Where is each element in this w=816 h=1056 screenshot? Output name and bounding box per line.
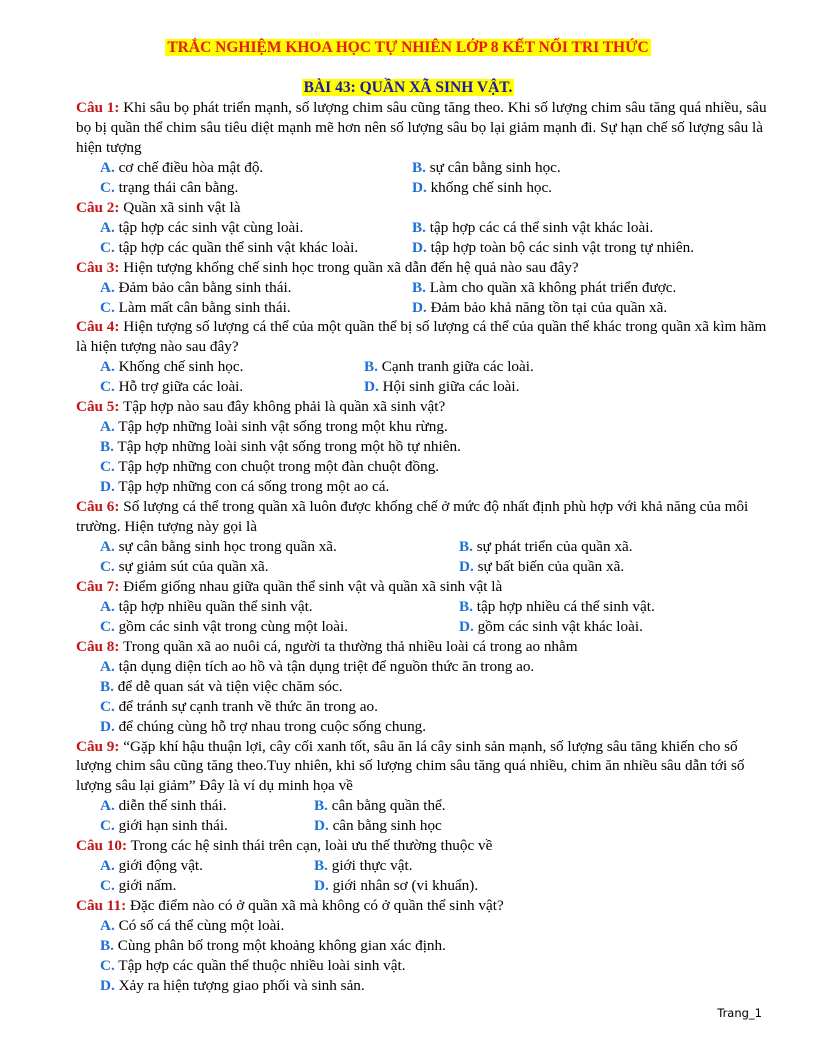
question-list	[76, 98, 776, 996]
question-stem	[76, 577, 776, 597]
question-label: Câu 6:	[76, 498, 120, 516]
answer-option	[100, 657, 534, 677]
option-text: Làm mất cân bằng sinh thái.	[114, 298, 291, 316]
option-text: tập hợp các cá thể sinh vật khác loài.	[425, 218, 654, 236]
option-letter: B.	[100, 438, 114, 456]
option-text: cơ chế điều hòa mật độ.	[114, 158, 264, 176]
option-text: để chúng cùng hỗ trợ nhau trong cuộc sống chung.	[114, 717, 427, 735]
option-letter: A.	[100, 917, 115, 935]
answer-option	[459, 537, 633, 557]
question-text: Hiện tượng khống chế sinh học trong quần xã dẫn đến hệ quả nào sau đây?	[119, 258, 579, 276]
question-block	[76, 397, 776, 497]
answer-option	[100, 537, 459, 557]
option-row	[100, 278, 776, 298]
question-block	[76, 637, 776, 737]
answer-options	[76, 417, 776, 497]
option-text: giới động vật.	[114, 857, 203, 875]
option-text: khống chế sinh học.	[426, 178, 553, 196]
answer-option	[100, 158, 412, 178]
option-letter: B.	[412, 158, 426, 176]
option-letter: A.	[100, 418, 115, 436]
answer-option	[412, 178, 552, 198]
option-row	[100, 876, 776, 896]
question-label: Câu 3:	[76, 258, 120, 276]
answer-option	[100, 477, 389, 497]
answer-option	[100, 377, 364, 397]
option-text: Đảm bảo khả năng tồn tại của quần xã.	[426, 298, 668, 316]
option-letter: B.	[314, 857, 328, 875]
question-block	[76, 98, 776, 198]
option-text: Tập hợp các quần thể thuộc nhiều loài sinh vật.	[114, 956, 406, 974]
answer-option	[459, 597, 655, 617]
answer-options	[76, 916, 776, 996]
option-text: tập hợp các quần thể sinh vật khác loài.	[114, 238, 359, 256]
option-letter: D.	[412, 178, 427, 196]
option-text: để tránh sự cạnh tranh về thức ăn trong ao.	[114, 697, 378, 715]
option-text: gồm các sinh vật khác loài.	[473, 617, 643, 635]
answer-option	[412, 238, 694, 258]
option-row	[100, 477, 776, 497]
answer-option	[314, 796, 446, 816]
option-text: giới hạn sinh thái.	[114, 817, 228, 835]
option-letter: D.	[314, 817, 329, 835]
option-row	[100, 617, 776, 637]
option-letter: C.	[100, 877, 115, 895]
option-letter: A.	[100, 358, 115, 376]
question-label: Câu 5:	[76, 398, 120, 416]
question-label: Câu 10:	[76, 837, 128, 855]
question-text: Trong quần xã ao nuôi cá, người ta thường thả nhiều loài cá trong ao nhằm	[119, 637, 578, 655]
option-row	[100, 657, 776, 677]
answer-option	[100, 357, 364, 377]
option-letter: C.	[100, 617, 115, 635]
option-row	[100, 158, 776, 178]
answer-option	[100, 417, 448, 437]
document-title	[0, 38, 816, 57]
option-text: tận dụng diện tích ao hồ và tận dụng triệt để nguồn thức ăn trong ao.	[114, 657, 535, 675]
option-letter: D.	[314, 877, 329, 895]
option-row	[100, 856, 776, 876]
answer-option	[100, 856, 314, 876]
answer-options	[76, 218, 776, 258]
option-letter: C.	[100, 238, 115, 256]
question-stem	[76, 836, 776, 856]
option-letter: C.	[100, 817, 115, 835]
option-text: Tập hợp những con cá sống trong một ao cá.	[114, 478, 390, 496]
answer-options	[76, 278, 776, 318]
option-letter: B.	[364, 358, 378, 376]
option-letter: B.	[100, 677, 114, 695]
answer-options	[76, 856, 776, 896]
option-letter: C.	[100, 178, 115, 196]
answer-option	[100, 976, 365, 996]
option-row	[100, 697, 776, 717]
option-text: Có số cá thể cùng một loài.	[114, 917, 285, 935]
answer-option	[100, 278, 412, 298]
option-letter: A.	[100, 797, 115, 815]
lesson-title-text: BÀI 43: QUẦN XÃ SINH VẬT.	[303, 79, 513, 96]
question-text: Quần xã sinh vật là	[119, 198, 241, 216]
answer-options	[76, 158, 776, 198]
lesson-title	[0, 78, 816, 97]
option-row	[100, 437, 776, 457]
answer-option	[412, 298, 667, 318]
option-letter: B.	[412, 278, 426, 296]
question-block	[76, 497, 776, 577]
option-row	[100, 717, 776, 737]
question-label: Câu 7:	[76, 577, 120, 595]
answer-option	[100, 717, 426, 737]
answer-option	[364, 357, 534, 377]
option-text: tập hợp các sinh vật cùng loài.	[114, 218, 304, 236]
option-text: Khống chế sinh học.	[114, 358, 244, 376]
option-letter: A.	[100, 597, 115, 615]
option-letter: D.	[412, 238, 427, 256]
option-row	[100, 537, 776, 557]
option-row	[100, 597, 776, 617]
option-letter: C.	[100, 298, 115, 316]
option-text: giới nhân sơ (vi khuẩn).	[328, 877, 479, 895]
answer-option	[459, 617, 643, 637]
option-text: sự cân bằng sinh học.	[425, 158, 561, 176]
option-row	[100, 557, 776, 577]
option-text: tập hợp toàn bộ các sinh vật trong tự nhiên.	[426, 238, 694, 256]
answer-option	[100, 597, 459, 617]
question-label: Câu 2:	[76, 198, 120, 216]
option-letter: B.	[459, 537, 473, 555]
question-stem	[76, 896, 776, 916]
answer-option	[100, 178, 412, 198]
question-stem	[76, 258, 776, 278]
page-number: Trang_1	[717, 1006, 762, 1020]
option-row	[100, 417, 776, 437]
answer-option	[412, 218, 653, 238]
question-stem	[76, 198, 776, 218]
question-stem	[76, 637, 776, 657]
option-text: Cạnh tranh giữa các loài.	[377, 358, 534, 376]
option-text: để dễ quan sát và tiện việc chăm sóc.	[113, 677, 343, 695]
option-letter: A.	[100, 657, 115, 675]
question-text: “Gặp khí hậu thuận lợi, cây cối xanh tốt, sâu ăn lá cây sinh sản mạnh, số lượng sâu tăng khiến cho số lượng chim sâu cũng tăng theo.Tuy nhiên, khi số lượng chim sâu tăng quá nhiều, chim ăn nhiều sâu dẫn tới số lượng sâu lại giảm” Đây là ví dụ minh họa về	[76, 737, 745, 795]
option-row	[100, 298, 776, 318]
answer-option	[100, 238, 412, 258]
question-text: Số lượng cá thể trong quần xã luôn được khống chế ở mức độ nhất định phù hợp với khả năng của môi trường. Hiện tượng này gọi là	[76, 498, 749, 536]
answer-option	[100, 437, 461, 457]
answer-option	[314, 856, 413, 876]
option-row	[100, 816, 776, 836]
answer-option	[314, 876, 478, 896]
answer-option	[100, 796, 314, 816]
option-row	[100, 956, 776, 976]
option-letter: C.	[100, 557, 115, 575]
option-letter: A.	[100, 218, 115, 236]
option-text: Hội sinh giữa các loài.	[378, 378, 520, 396]
option-row	[100, 796, 776, 816]
option-letter: C.	[100, 458, 115, 476]
option-letter: B.	[412, 218, 426, 236]
option-letter: A.	[100, 537, 115, 555]
question-stem	[76, 737, 776, 797]
answer-options	[76, 796, 776, 836]
option-text: Đảm bảo cân bằng sinh thái.	[114, 278, 292, 296]
answer-option	[364, 377, 519, 397]
question-label: Câu 9:	[76, 737, 120, 755]
question-block	[76, 896, 776, 996]
option-text: trạng thái cân bằng.	[114, 178, 239, 196]
document-title-text: TRẮC NGHIỆM KHOA HỌC TỰ NHIÊN LỚP 8 KẾT NỐI TRI THỨC	[167, 39, 649, 56]
option-text: Cùng phân bố trong một khoảng không gian xác định.	[113, 937, 446, 955]
option-letter: A.	[100, 857, 115, 875]
option-letter: C.	[100, 956, 115, 974]
option-row	[100, 976, 776, 996]
answer-options	[76, 357, 776, 397]
answer-option	[459, 557, 624, 577]
question-block	[76, 258, 776, 318]
question-text: Hiện tượng số lượng cá thể của một quần thể bị số lượng cá thể của quần thể khác trong quần xã kìm hãm là hiện tượng nào sau đây?	[76, 318, 767, 356]
option-row	[100, 457, 776, 477]
option-letter: C.	[100, 697, 115, 715]
option-text: giới thực vật.	[327, 857, 413, 875]
option-text: cân bằng sinh học	[328, 817, 442, 835]
answer-option	[100, 298, 412, 318]
question-stem	[76, 497, 776, 537]
answer-option	[100, 876, 314, 896]
answer-option	[314, 816, 442, 836]
option-letter: C.	[100, 378, 115, 396]
option-letter: B.	[314, 797, 328, 815]
option-letter: B.	[459, 597, 473, 615]
question-text: Khi sâu bọ phát triển mạnh, số lượng chim sâu cũng tăng theo. Khi số lượng chim sâu tăng quá nhiều, sâu bọ bị quần thể chim sâu tiêu diệt mạnh mẽ hơn nên số lượng sâu bọ lại giảm mạnh đi. Sự hạn chế số lượng sâu là hiện tượng	[76, 99, 767, 156]
option-text: gồm các sinh vật trong cùng một loài.	[114, 617, 349, 635]
question-label: Câu 4:	[76, 318, 120, 336]
option-text: sự giảm sút của quần xã.	[114, 557, 269, 575]
option-text: Tập hợp những con chuột trong một đàn chuột đồng.	[114, 458, 440, 476]
option-text: Hỗ trợ giữa các loài.	[114, 378, 244, 396]
option-letter: B.	[100, 937, 114, 955]
option-letter: D.	[100, 478, 115, 496]
answer-option	[412, 278, 676, 298]
question-stem	[76, 98, 776, 158]
option-letter: D.	[459, 617, 474, 635]
question-block	[76, 836, 776, 896]
answer-option	[100, 617, 459, 637]
question-text: Trong các hệ sinh thái trên cạn, loài ưu thế thường thuộc về	[127, 837, 493, 855]
answer-option	[412, 158, 561, 178]
option-letter: A.	[100, 158, 115, 176]
question-block	[76, 198, 776, 258]
question-label: Câu 8:	[76, 637, 120, 655]
answer-option	[100, 956, 406, 976]
option-row	[100, 936, 776, 956]
answer-option	[100, 916, 284, 936]
option-letter: D.	[412, 298, 427, 316]
answer-option	[100, 677, 343, 697]
question-text: Điểm giống nhau giữa quần thể sinh vật và quần xã sinh vật là	[119, 577, 503, 595]
option-text: sự bất biến của quần xã.	[473, 557, 625, 575]
option-text: Xảy ra hiện tượng giao phối và sinh sản.	[114, 976, 365, 994]
question-label: Câu 1:	[76, 99, 120, 116]
question-text: Tập hợp nào sau đây không phải là quần xã sinh vật?	[119, 398, 446, 416]
answer-options	[76, 657, 776, 737]
answer-option	[100, 816, 314, 836]
option-text: Tập hợp những loài sinh vật sống trong một hồ tự nhiên.	[113, 438, 461, 456]
option-row	[100, 178, 776, 198]
answer-options	[76, 597, 776, 637]
question-block	[76, 317, 776, 397]
question-label: Câu 11:	[76, 897, 127, 915]
question-block	[76, 577, 776, 637]
option-letter: D.	[364, 378, 379, 396]
option-row	[100, 916, 776, 936]
option-text: Tập hợp những loài sinh vật sống trong một khu rừng.	[114, 418, 448, 436]
answer-option	[100, 218, 412, 238]
option-text: tập hợp nhiều quần thể sinh vật.	[114, 597, 313, 615]
option-text: tập hợp nhiều cá thể sinh vật.	[472, 597, 655, 615]
option-letter: A.	[100, 278, 115, 296]
option-row	[100, 677, 776, 697]
question-text: Đặc điểm nào có ở quần xã mà không có ở quần thể sinh vật?	[126, 897, 504, 915]
option-letter: D.	[459, 557, 474, 575]
option-text: Làm cho quần xã không phát triển được.	[425, 278, 677, 296]
answer-option	[100, 557, 459, 577]
option-row	[100, 218, 776, 238]
option-text: giới nấm.	[114, 877, 177, 895]
answer-option	[100, 936, 446, 956]
question-stem	[76, 397, 776, 417]
option-row	[100, 357, 776, 377]
answer-option	[100, 697, 378, 717]
option-letter: D.	[100, 717, 115, 735]
option-text: sự phát triển của quần xã.	[472, 537, 633, 555]
option-text: cân bằng quần thể.	[327, 797, 446, 815]
option-text: sự cân bằng sinh học trong quần xã.	[114, 537, 337, 555]
answer-option	[100, 457, 439, 477]
option-row	[100, 377, 776, 397]
answer-options	[76, 537, 776, 577]
option-row	[100, 238, 776, 258]
option-text: diễn thế sinh thái.	[114, 797, 227, 815]
question-block	[76, 737, 776, 837]
option-letter: D.	[100, 976, 115, 994]
question-stem	[76, 317, 776, 357]
